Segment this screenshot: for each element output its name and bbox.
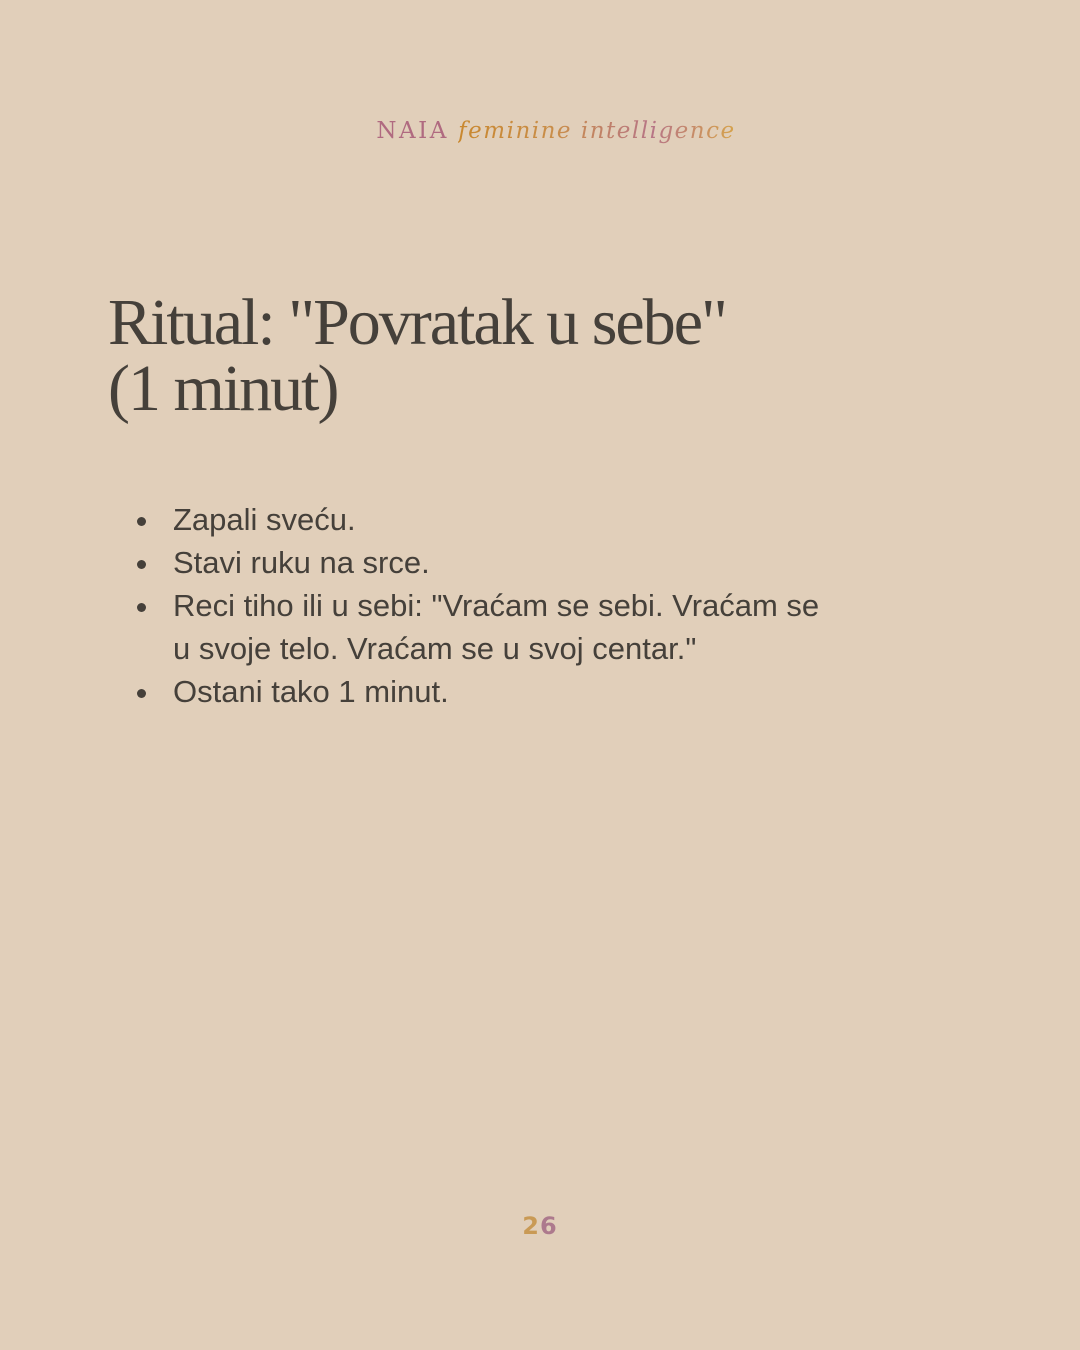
running-header [0,118,1080,146]
page-title-line-1: Ritual: "Povratak u sebe" [108,286,726,359]
list-item [165,584,825,670]
page-number: 26 [522,1212,558,1240]
list-item-text: Reci tiho ili u sebi: "Vraćam se sebi. Vraćam se u svoje telo. Vraćam se u svoj centar." [173,588,820,666]
page-title-line-2: (1 minut) [108,352,338,425]
bullet-icon [137,689,146,698]
bullet-icon [137,560,146,569]
page-number-container [0,1212,1080,1240]
list-item [165,670,825,713]
ritual-steps-list [165,498,825,713]
bullet-icon [137,517,146,526]
list-item-text: Stavi ruku na srce. [173,545,430,580]
list-item [165,498,825,541]
list-item-text: Zapali sveću. [173,502,356,537]
list-item-text: Ostani tako 1 minut. [173,674,449,709]
page-title [108,286,928,425]
brand-name: NAIA [376,118,449,144]
bullet-icon [137,603,146,612]
list-item [165,541,825,584]
brand-tagline: feminine intelligence [458,118,736,144]
